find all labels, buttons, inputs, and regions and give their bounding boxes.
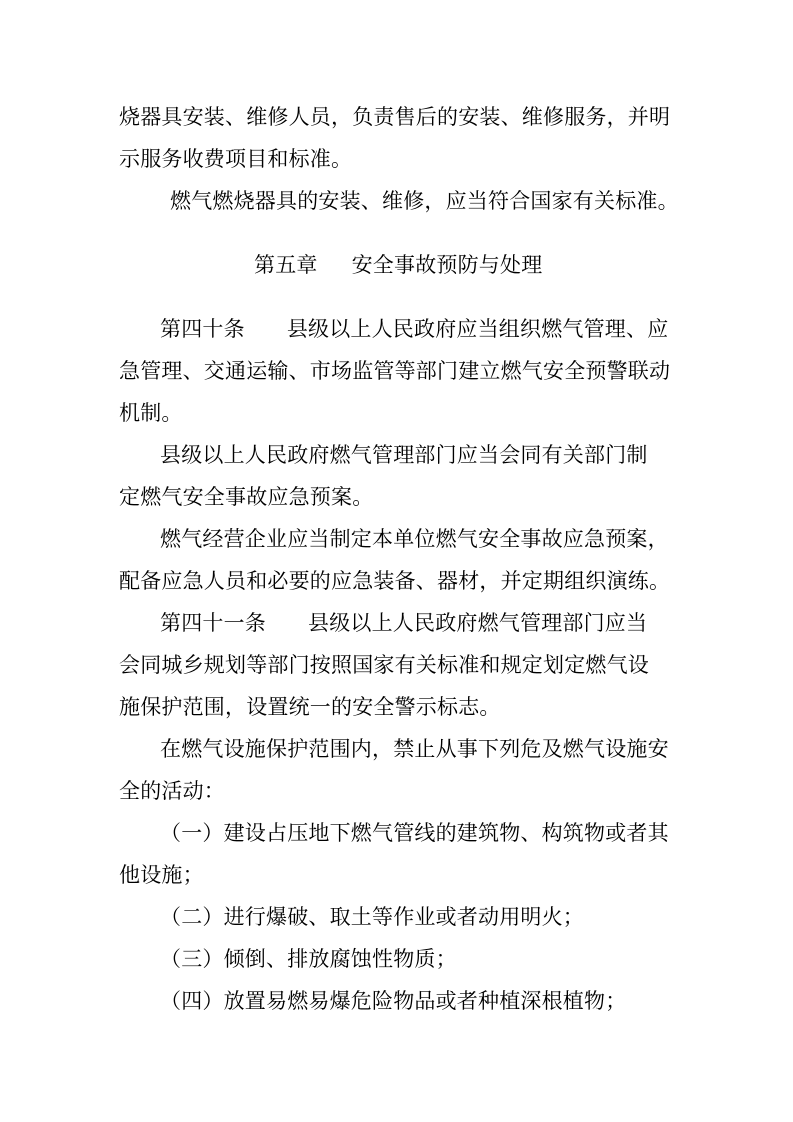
- list-item: 他设施；: [119, 863, 204, 887]
- paragraph-line: 示服务收费项目和标准。: [119, 147, 353, 171]
- paragraph-line: 烧器具安装、维修人员，负责售后的安装、维修服务，并明: [119, 105, 671, 129]
- article-number: 第四十条: [160, 317, 245, 341]
- article-line: [160, 609, 647, 637]
- paragraph-line: 定燃气安全事故应急预案。: [119, 485, 374, 509]
- article-text: 县级以上人民政府应当组织燃气管理、应: [286, 317, 669, 341]
- list-item: （二）进行爆破、取土等作业或者动用明火；: [160, 905, 584, 929]
- paragraph-line: 燃气经营企业应当制定本单位燃气安全事故应急预案，: [160, 527, 669, 551]
- paragraph-line: 燃气燃烧器具的安装、维修，应当符合国家有关标准。: [170, 189, 679, 213]
- paragraph-line: 会同城乡规划等部门按照国家有关标准和规定划定燃气设: [119, 653, 649, 677]
- list-item: （一）建设占压地下燃气管线的建筑物、构筑物或者其: [160, 821, 669, 845]
- paragraph-line: 全的活动：: [119, 779, 225, 803]
- chapter-heading: [254, 251, 542, 279]
- list-item: （四）放置易燃易爆危险物品或者种植深根植物；: [160, 989, 627, 1013]
- chapter-title: 安全事故预防与处理: [351, 253, 543, 277]
- paragraph-line: 机制。: [119, 401, 183, 425]
- paragraph-line: 施保护范围，设置统一的安全警示标志。: [119, 695, 501, 719]
- article-number: 第四十一条: [160, 611, 266, 635]
- article-text: 县级以上人民政府燃气管理部门应当: [308, 611, 648, 635]
- paragraph-line: 急管理、交通运输、市场监管等部门建立燃气安全预警联动: [119, 359, 671, 383]
- paragraph-line: 在燃气设施保护范围内，禁止从事下列危及燃气设施安: [160, 737, 669, 761]
- paragraph-line: 县级以上人民政府燃气管理部门应当会同有关部门制: [160, 443, 648, 467]
- chapter-number: 第五章: [254, 253, 318, 277]
- paragraph-line: 配备应急人员和必要的应急装备、器材，并定期组织演练。: [119, 569, 671, 593]
- article-line: [160, 315, 668, 343]
- list-item: （三）倾倒、排放腐蚀性物质；: [160, 947, 457, 971]
